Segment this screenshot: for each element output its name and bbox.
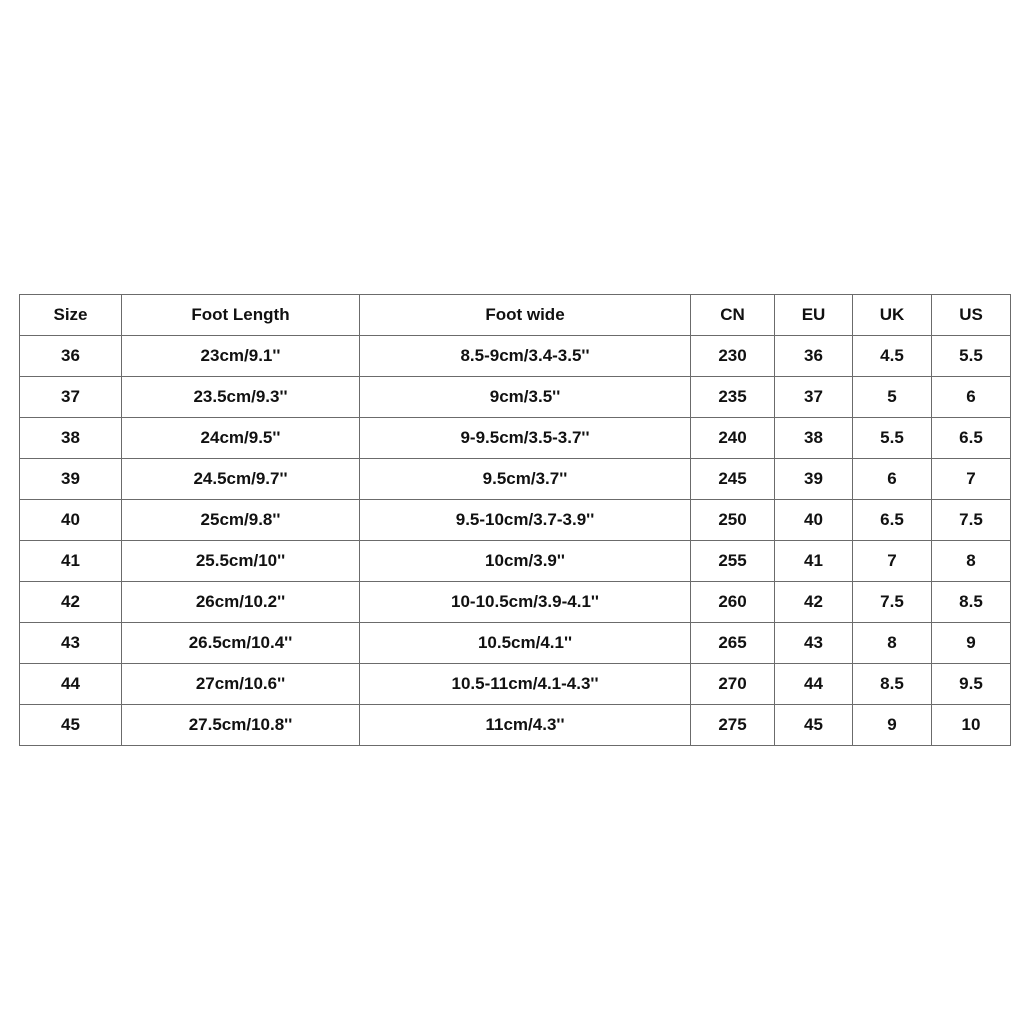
table-row <box>20 705 1011 746</box>
cell-cn: 240 <box>691 418 775 459</box>
header-uk: UK <box>853 295 932 336</box>
cell-cn: 250 <box>691 500 775 541</box>
cell-eu: 42 <box>775 582 853 623</box>
table-row <box>20 500 1011 541</box>
cell-size: 37 <box>20 377 122 418</box>
cell-cn: 245 <box>691 459 775 500</box>
cell-uk: 5.5 <box>853 418 932 459</box>
cell-uk: 5 <box>853 377 932 418</box>
cell-us: 9 <box>932 623 1011 664</box>
cell-cn: 270 <box>691 664 775 705</box>
cell-foot-length: 25.5cm/10'' <box>122 541 360 582</box>
cell-foot-length: 23.5cm/9.3'' <box>122 377 360 418</box>
cell-foot-wide: 9.5cm/3.7'' <box>360 459 691 500</box>
header-eu: EU <box>775 295 853 336</box>
cell-uk: 8 <box>853 623 932 664</box>
table-row <box>20 664 1011 705</box>
cell-uk: 6.5 <box>853 500 932 541</box>
table-row <box>20 459 1011 500</box>
cell-foot-wide: 10.5-11cm/4.1-4.3'' <box>360 664 691 705</box>
header-foot-wide: Foot wide <box>360 295 691 336</box>
table-row <box>20 418 1011 459</box>
cell-uk: 9 <box>853 705 932 746</box>
header-cn: CN <box>691 295 775 336</box>
cell-foot-length: 26cm/10.2'' <box>122 582 360 623</box>
cell-foot-wide: 10cm/3.9'' <box>360 541 691 582</box>
cell-cn: 260 <box>691 582 775 623</box>
cell-foot-wide: 10.5cm/4.1'' <box>360 623 691 664</box>
size-chart-table <box>19 294 1011 746</box>
cell-uk: 8.5 <box>853 664 932 705</box>
cell-uk: 7 <box>853 541 932 582</box>
cell-foot-wide: 9.5-10cm/3.7-3.9'' <box>360 500 691 541</box>
cell-cn: 265 <box>691 623 775 664</box>
cell-foot-length: 24.5cm/9.7'' <box>122 459 360 500</box>
cell-eu: 38 <box>775 418 853 459</box>
table-row <box>20 582 1011 623</box>
cell-size: 42 <box>20 582 122 623</box>
cell-size: 43 <box>20 623 122 664</box>
cell-size: 36 <box>20 336 122 377</box>
cell-size: 41 <box>20 541 122 582</box>
cell-foot-length: 25cm/9.8'' <box>122 500 360 541</box>
cell-eu: 43 <box>775 623 853 664</box>
cell-us: 10 <box>932 705 1011 746</box>
cell-eu: 40 <box>775 500 853 541</box>
cell-us: 8.5 <box>932 582 1011 623</box>
cell-size: 38 <box>20 418 122 459</box>
cell-uk: 7.5 <box>853 582 932 623</box>
cell-cn: 235 <box>691 377 775 418</box>
cell-size: 44 <box>20 664 122 705</box>
header-foot-length: Foot Length <box>122 295 360 336</box>
header-size: Size <box>20 295 122 336</box>
cell-size: 39 <box>20 459 122 500</box>
cell-eu: 45 <box>775 705 853 746</box>
header-us: US <box>932 295 1011 336</box>
table-body <box>20 336 1011 746</box>
table-row <box>20 377 1011 418</box>
cell-foot-wide: 10-10.5cm/3.9-4.1'' <box>360 582 691 623</box>
cell-foot-length: 26.5cm/10.4'' <box>122 623 360 664</box>
table-row <box>20 623 1011 664</box>
cell-cn: 255 <box>691 541 775 582</box>
cell-eu: 36 <box>775 336 853 377</box>
cell-us: 9.5 <box>932 664 1011 705</box>
table-row <box>20 541 1011 582</box>
cell-us: 8 <box>932 541 1011 582</box>
cell-us: 5.5 <box>932 336 1011 377</box>
cell-eu: 37 <box>775 377 853 418</box>
cell-size: 40 <box>20 500 122 541</box>
cell-us: 7.5 <box>932 500 1011 541</box>
cell-foot-length: 27.5cm/10.8'' <box>122 705 360 746</box>
cell-foot-length: 27cm/10.6'' <box>122 664 360 705</box>
cell-foot-wide: 9-9.5cm/3.5-3.7'' <box>360 418 691 459</box>
cell-uk: 4.5 <box>853 336 932 377</box>
cell-eu: 41 <box>775 541 853 582</box>
cell-size: 45 <box>20 705 122 746</box>
cell-cn: 275 <box>691 705 775 746</box>
cell-uk: 6 <box>853 459 932 500</box>
cell-eu: 44 <box>775 664 853 705</box>
cell-us: 6 <box>932 377 1011 418</box>
cell-us: 7 <box>932 459 1011 500</box>
table-row <box>20 336 1011 377</box>
header-row <box>20 295 1011 336</box>
cell-cn: 230 <box>691 336 775 377</box>
cell-foot-wide: 8.5-9cm/3.4-3.5'' <box>360 336 691 377</box>
cell-foot-length: 23cm/9.1'' <box>122 336 360 377</box>
table-header <box>20 295 1011 336</box>
cell-foot-wide: 9cm/3.5'' <box>360 377 691 418</box>
cell-us: 6.5 <box>932 418 1011 459</box>
cell-foot-wide: 11cm/4.3'' <box>360 705 691 746</box>
cell-foot-length: 24cm/9.5'' <box>122 418 360 459</box>
cell-eu: 39 <box>775 459 853 500</box>
